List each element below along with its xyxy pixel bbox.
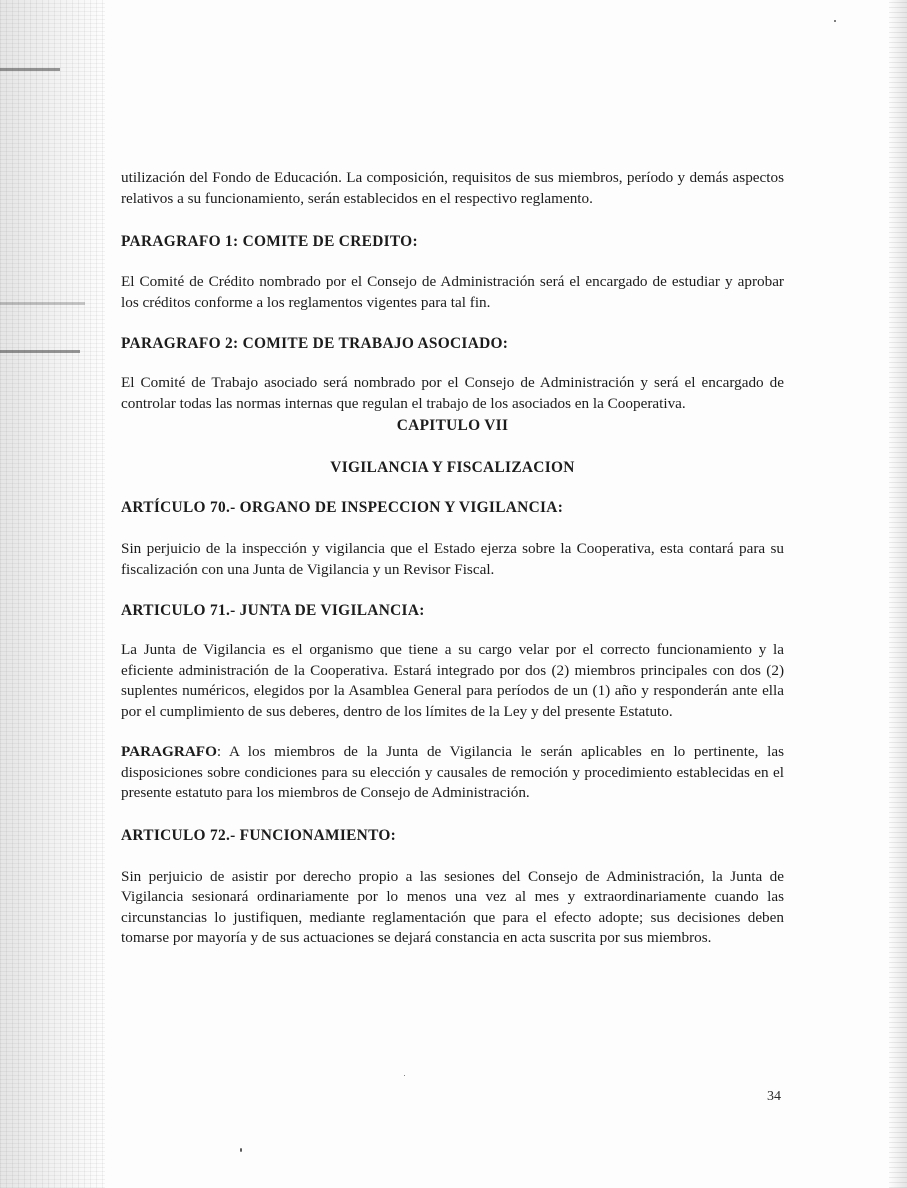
- art72-heading: ARTICULO 72.- FUNCIONAMIENTO:: [121, 826, 397, 844]
- paragrafo1-text: El Comité de Crédito nombrado por el Consejo de Administración será el encargado de estudiar y aprobar los créditos conforme a los reglamentos vigentes para tal fin.: [121, 273, 784, 311]
- art72-text: Sin perjuicio de asistir por derecho propio a las sesiones del Consejo de Administración, la Junta de Vigilancia sesionará ordinariamente por lo menos una vez al mes y extraordinariamente cuando las circunstancias lo justifiquen, mediante reglamentación que para el efecto adopte; sus decisiones deben tomarse por mayoría y de sus actuaciones se dejará constancia en acta suscrita por sus miembros.: [121, 867, 784, 946]
- paragrafo2-text: El Comité de Trabajo asociado será nombrado por el Consejo de Administración y será el encargado de controlar todas las normas internas que regulan el trabajo de los asociados en la Cooperativa.: [121, 374, 784, 412]
- scan-artifact: [0, 350, 80, 353]
- art70-text: Sin perjuicio de la inspección y vigilancia que el Estado ejerza sobre la Cooperativa, esta contará para su fiscalización con una Junta de Vigilancia y un Revisor Fiscal.: [121, 540, 784, 578]
- chapter-title: CAPITULO VII: [396, 417, 509, 434]
- art71-text: La Junta de Vigilancia es el organismo que tiene a su cargo velar por el correcto funcionamiento y la eficiente administración de la Cooperativa. Estará integrado por dos (2) miembros principales con dos (2) suplentes numéricos, elegidos por la Asamblea General para períodos de un (1) año y responderán ante ella por el cumplimiento de sus deberes, dentro de los límites de la Ley y del presente Estatuto.: [121, 641, 784, 720]
- scan-speck: [834, 20, 836, 22]
- paragrafo1-heading: PARAGRAFO 1: COMITE DE CREDITO:: [121, 233, 418, 250]
- scan-speck: [240, 1148, 242, 1152]
- art71-heading: ARTICULO 71.- JUNTA DE VIGILANCIA:: [121, 602, 425, 619]
- scan-artifact: [0, 68, 60, 71]
- scan-edge-right: [889, 0, 907, 1188]
- paragrafo2-heading: PARAGRAFO 2: COMITE DE TRABAJO ASOCIADO:: [121, 335, 509, 352]
- art71-paragrafo-text: : A los miembros de la Junta de Vigilancia le serán aplicables en lo pertinente, las disposiciones sobre condiciones para su elección y causales de remoción y procedimiento establecidas en el presente estatuto para los miembros de Consejo de Administración.: [121, 743, 784, 801]
- page-number: 34: [767, 1089, 781, 1104]
- art71-paragrafo-label: PARAGRAFO: [121, 743, 217, 760]
- scan-edge-left: [0, 0, 105, 1188]
- scan-artifact: [0, 302, 85, 305]
- document-body: [121, 168, 784, 949]
- intro-paragraph: utilización del Fondo de Educación. La composición, requisitos de sus miembros, período y demás aspectos relativos a su funcionamiento, serán establecidos en el respectivo reglamento.: [121, 169, 784, 207]
- chapter-subtitle: VIGILANCIA Y FISCALIZACION: [330, 459, 575, 476]
- art71-paragrafo: [121, 742, 784, 804]
- scan-speck: [404, 1075, 405, 1076]
- art70-heading: ARTÍCULO 70.- ORGANO DE INSPECCION Y VIGILANCIA:: [121, 499, 564, 516]
